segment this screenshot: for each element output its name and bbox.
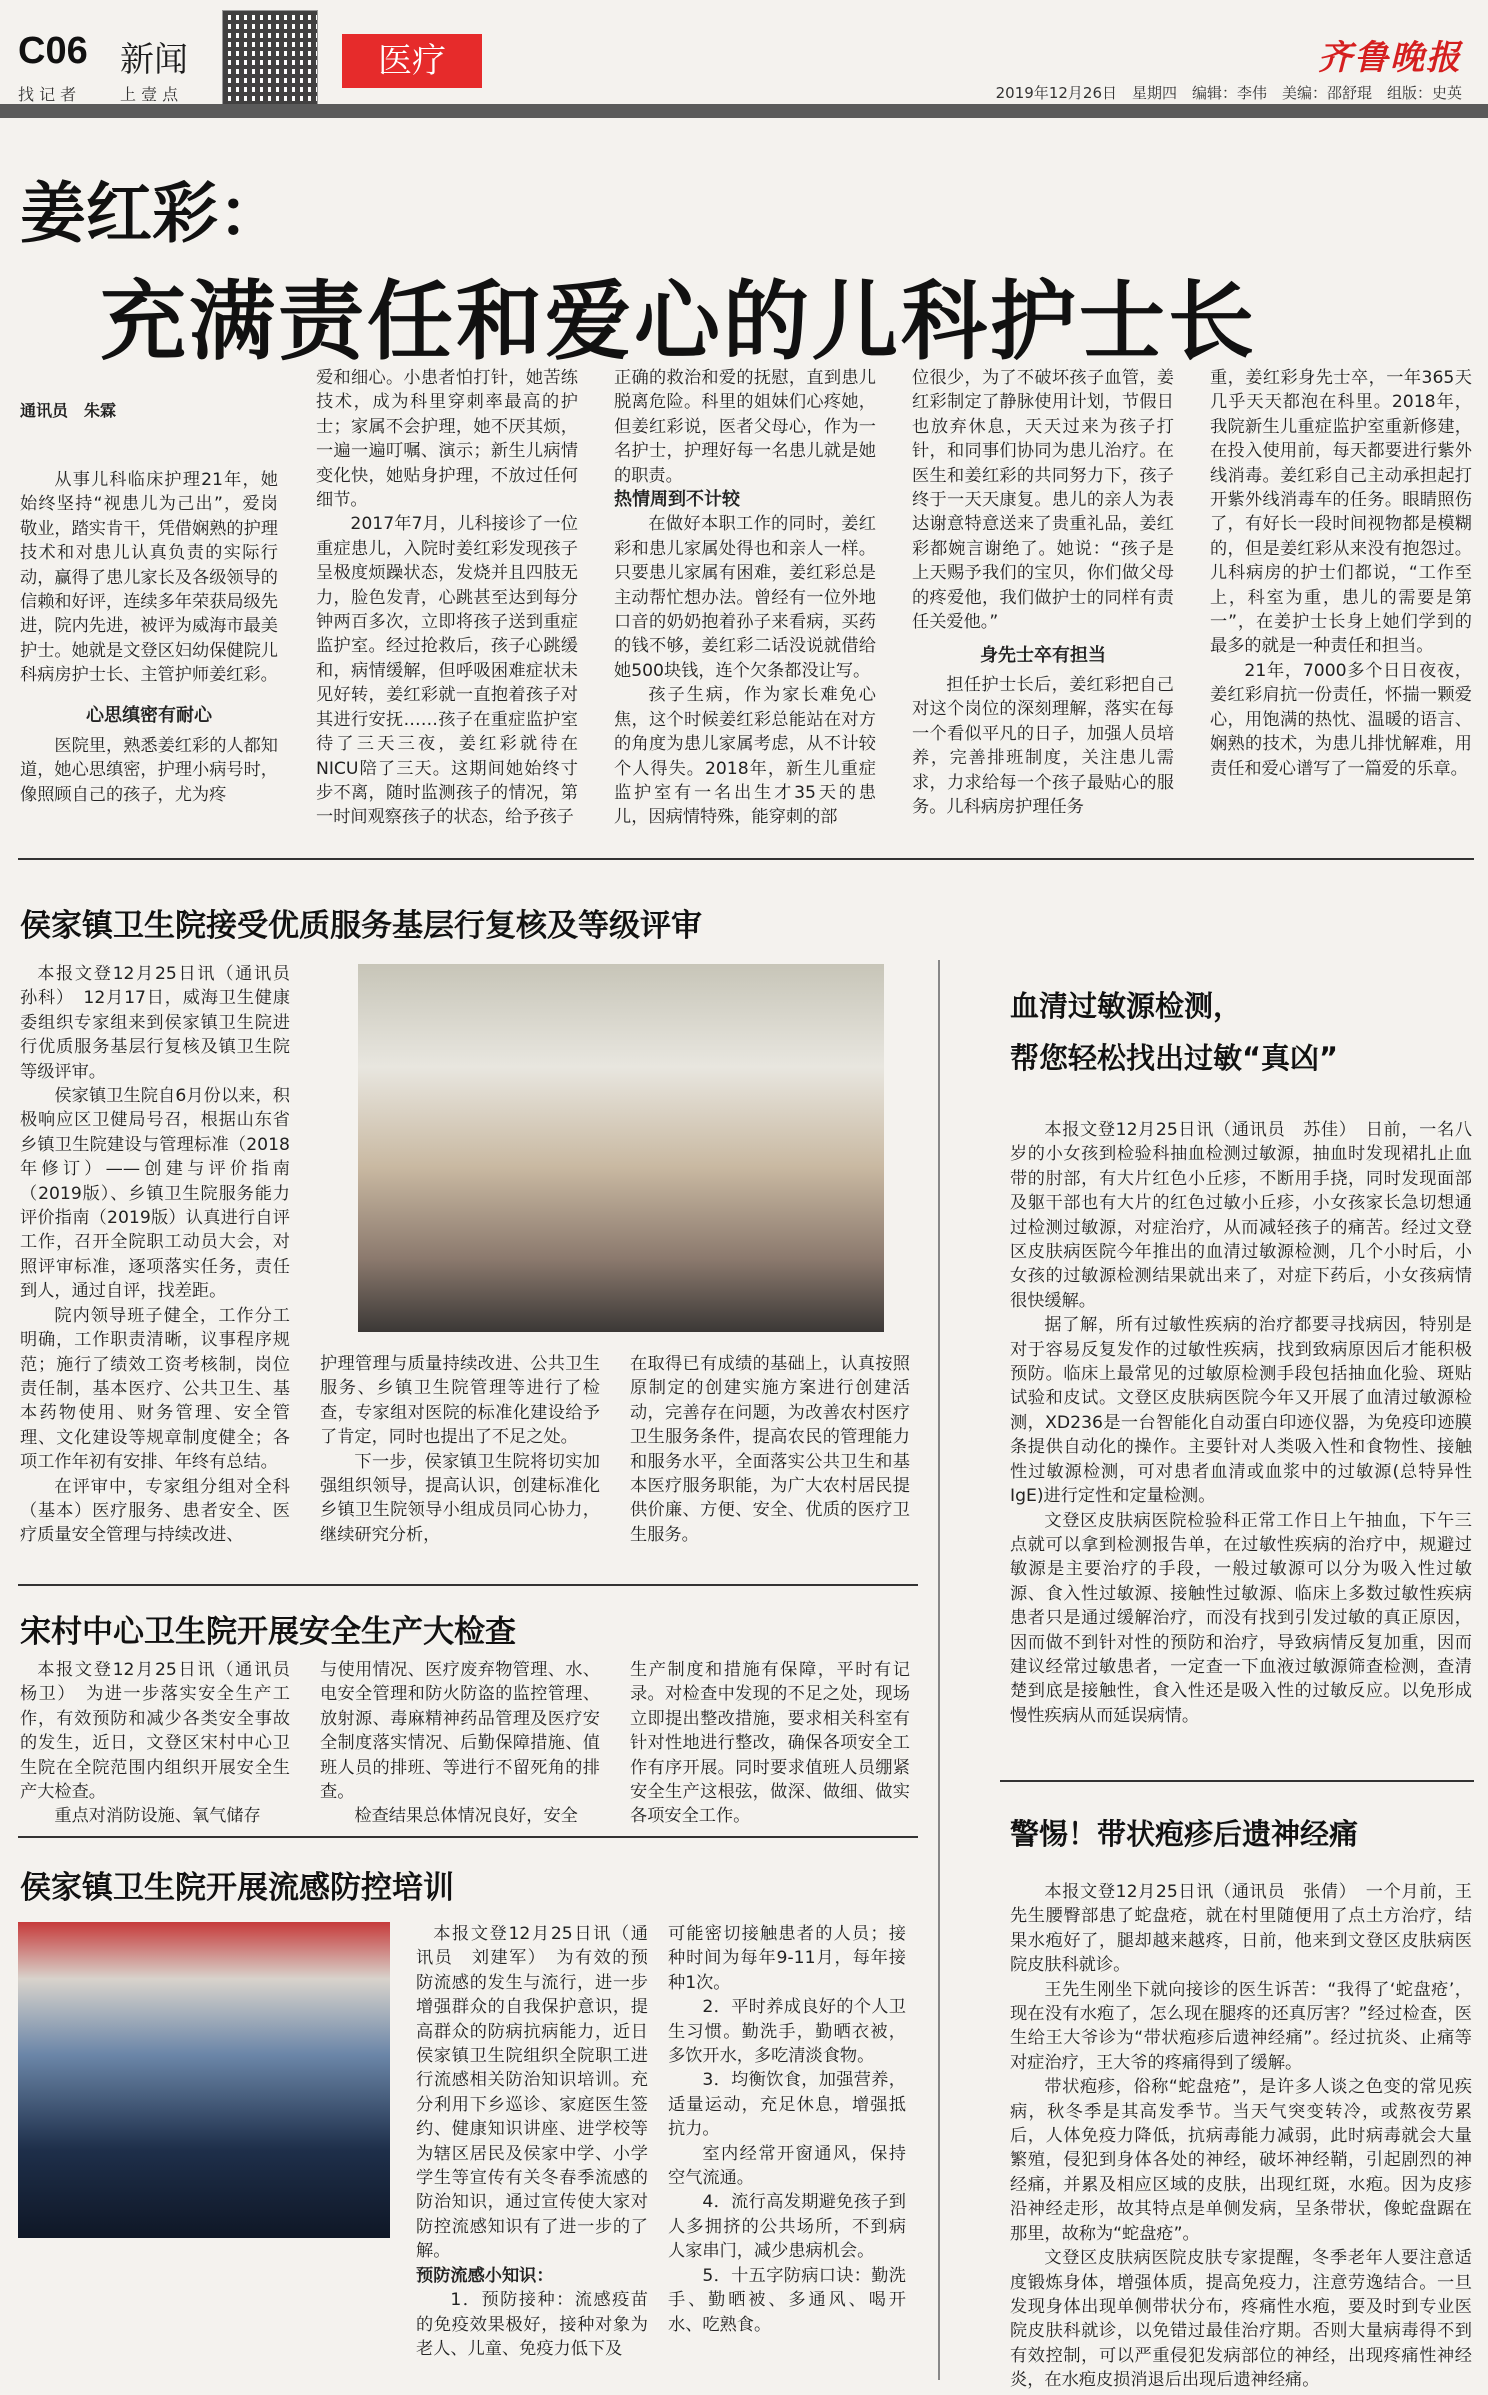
subheading: 心思缜密有耐心 <box>86 704 212 726</box>
sidebar1-headline-line2: 帮您轻松找出过敏“真凶” <box>1010 1041 1339 1075</box>
paragraph: 本报文登12月25日讯（通讯员 杨卫） 为进一步落实安全生产工作，有效预防和减少各类安全事故的发生，近日，文登区宋村中心卫生院在全院范围内组织开展安全生产大检查。 <box>20 1660 308 1803</box>
lead-headline-line2: 充满责任和爱心的儿科护士长 <box>100 271 1257 372</box>
qr-code-icon[interactable] <box>222 10 318 106</box>
paragraph: 担任护士长后，姜红彩把自己对这个岗位的深刻理解，落实在每一个看似平凡的日子，加强人员培养，完善排班制度，关注患儿需求，力求给每一个孩子最贴心的服务。儿科病房护理任务 <box>912 674 1174 817</box>
paragraph: 可能密切接触患者的人员；接种时间为每年9-11月，每年接种1次。 <box>668 1924 906 1993</box>
paragraph: 2017年7月，儿科接诊了一位重症患儿，入院时姜红彩发现孩子呈极度烦躁状态，发烧并且四肢无力，脸色发青，心跳甚至达到每分钟两百多次，立即将孩子送到重症监护室。经过抢救后，孩子心跳缓和，病情缓解，但呼吸困难症状未见好转，姜红彩就一直抱着孩子对其进行安抚……孩子在重症监护室待了三天三夜，姜红彩就待在NICU陪了三天。这期间她始终寸步不离，随时监测孩子的情况，第一时间观察孩子的状态，给予孩子 <box>316 514 578 828</box>
story2-column-1 <box>20 962 308 1572</box>
paragraph: 在取得已有成绩的基础上，认真按照原制定的创建实施方案进行创建活动，完善存在问题，为改善农村医疗卫生服务条件，提高农民的管理能力和服务水平，全面落实公共卫生和基本医疗服务职能，为广大农村居民提供价廉、方便、安全、优质的医疗卫生服务。 <box>630 1354 910 1545</box>
section-divider <box>18 1584 918 1586</box>
paragraph: 5．十五字防病口诀：勤洗手、勤晒被、多通风、喝开水、吃熟食。 <box>668 2265 906 2335</box>
lead-column-3 <box>614 366 876 842</box>
paragraph: 1．预防接种：流感疫苗的免疫效果极好，接种对象为老人、儿童、免疫力低下及 <box>416 2290 648 2359</box>
column-divider <box>938 960 940 2380</box>
paragraph: 王先生刚坐下就向接诊的医生诉苦：“我得了‘蛇盘疮’，现在没有水疱了，怎么现在腿疼的还真厉害？”经过检查，医生给王大爷诊为“带状疱疹后遗神经痛”。经过抗炎、止痛等对症治疗，王大爷的疼痛得到了缓解。 <box>1010 1979 1472 2073</box>
lead-column-2 <box>316 366 578 842</box>
sidebar1-body <box>1010 1118 1472 1726</box>
story2-column-2 <box>320 1352 600 1572</box>
paragraph: 4．流行高发期避免孩子到人多拥挤的公共场所，不到病人家串门，减少患病机会。 <box>668 2192 906 2262</box>
paragraph: 本报文登12月25日讯（通讯员 张倩） 一个月前，王先生腰臀部患了蛇盘疮，就在村里随便用了点土方治疗，结果水疱好了，腿却越来越疼，日前，他来到文登区皮肤病医院皮肤科就诊。 <box>1010 1882 1472 1976</box>
paragraph: 护理管理与质量持续改进、公共卫生服务、乡镇卫生院管理等进行了检查，专家组对医院的标准化建设给予了肯定，同时也提出了不足之处。 <box>320 1354 600 1448</box>
paragraph: 3．均衡饮食，加强营养，适量运动，充足休息，增强抵抗力。 <box>668 2070 906 2140</box>
lead-column-1 <box>20 468 278 848</box>
subheading: 热情周到不计较 <box>614 489 740 511</box>
story3-column-1 <box>20 1658 308 1827</box>
paragraph: 与使用情况、医疗废弃物管理、水、电安全管理和防火防盗的监控管理、放射源、毒麻精神药品管理及医疗安全制度落实情况、后勤保障措施、值班人员的排班、等进行不留死角的排查。 <box>320 1660 600 1803</box>
paragraph: 院内领导班子健全，工作分工明确，工作职责清晰，议事程序规范；施行了绩效工资考核制，岗位责任制，基本医疗、公共卫生、基本药物使用、财务管理、安全管理、文化建设等规章制度健全；各项工作年初有安排、年终有总结。 <box>20 1305 290 1473</box>
lead-byline: 通讯员 朱霖 <box>20 401 117 420</box>
paragraph: 本报文登12月25日讯（通讯员 孙科） 12月17日，威海卫生健康委组织专家组来到侯家镇卫生院进行优质服务基层行复核及镇卫生院等级评审。 <box>20 964 308 1082</box>
subheading: 身先士卒有担当 <box>980 645 1106 667</box>
sidebar2-body <box>1010 1880 1472 2391</box>
story3-headline: 宋村中心卫生院开展安全生产大检查 <box>20 1614 516 1650</box>
paragraph: 位很少，为了不破坏孩子血管，姜红彩制定了静脉使用计划，节假日也放弃休息，天天过来为孩子打针，和同事们协同为患儿治疗。在医生和姜红彩的共同努力下，孩子终于一天天康复。患儿的亲人为表达谢意特意送来了贵重礼品，姜红彩都婉言谢绝了。她说：“孩子是上天赐予我们的宝贝，你们做父母的疼爱他，我们做护士的同样有责任关爱他。” <box>912 368 1174 633</box>
paragraph: 带状疱疹，俗称“蛇盘疮”，是许多人谈之色变的常见疾病，秋冬季是其高发季节。当天气突变转冷，或熬夜劳累后，人体免疫力降低，抗病毒能力减弱，此时病毒就会大量繁殖，侵犯到身体各处的神经，破坏神经鞘，引起剧烈的神经痛，并累及相应区域的皮肤，出现红斑，水疱。因为皮疹沿神经走形，故其特点是单侧发病，呈条带状，像蛇盘踞在那里，故称为“蛇盘疮”。 <box>1010 2077 1472 2244</box>
subheading: 预防流感小知识： <box>416 2265 554 2286</box>
story2-column-3 <box>630 1352 910 1572</box>
paragraph: 医院里，熟悉姜红彩的人都知道，她心思缜密，护理小病号时，像照顾自己的孩子，尤为疼 <box>20 736 278 805</box>
dateline: 2019年12月26日 星期四 编辑：李伟 美编：邵舒琨 组版：史英 <box>995 84 1462 102</box>
sidebar2-headline: 警惕！带状疱疹后遗神经痛 <box>1010 1817 1359 1851</box>
paragraph: 21年，7000多个日日夜夜，姜红彩肩抗一份责任，怀揣一颗爱心，用饱满的热忱、温暖的语言、娴熟的技术，为患儿排忧解难，用责任和爱心谱写了一篇爱的乐章。 <box>1210 660 1472 779</box>
top-rule <box>0 104 1488 118</box>
paragraph: 孩子生病，作为家长难免心焦，这个时候姜红彩总能站在对方的角度为患儿家属考虑，从不计较个人得失。2018年，新生儿重症监护室有一名出生才35天的患儿，因病情特殊，能穿刺的部 <box>614 685 876 828</box>
paragraph: 下一步，侯家镇卫生院将切实加强组织领导，提高认识，创建标准化乡镇卫生院领导小组成员同心协力，继续研究分析， <box>320 1451 600 1545</box>
paragraph: 2．平时养成良好的个人卫生习惯。勤洗手，勤晒衣被，多饮开水，多吃清淡食物。 <box>668 1997 906 2067</box>
section-divider <box>1000 1780 1474 1782</box>
section-divider <box>18 1836 918 1838</box>
paragraph: 文登区皮肤病医院检验科正常工作日上午抽血，下午三点就可以拿到检测报告单，在过敏性疾病的治疗中，规避过敏源是主要治疗的手段，一般过敏源可以分为吸入性过敏源、食入性过敏源、接触性过敏源、临床上多数过敏性疾病患者只是通过缓解治疗，而没有找到引发过敏的真正原因，因而做不到针对性的预防和治疗，导致病情反复加重，因而建议经常过敏患者，一定查一下血液过敏源筛查检测，查清楚到底是接触性，食入性还是吸入性的过敏反应。以免形成慢性疾病从而延误病情。 <box>1010 1510 1472 1726</box>
story2-headline: 侯家镇卫生院接受优质服务基层行复核及等级评审 <box>20 908 702 944</box>
paragraph: 重点对消防设施、氧气储存 <box>54 1806 261 1827</box>
story3-column-2 <box>320 1658 600 1827</box>
paragraph: 据了解，所有过敏性疾病的治疗都要寻找病因，特别是对于容易反复发作的过敏性疾病，找到致病原因后才能积极预防。临床上最常见的过敏原检测手段包括抽血化验、斑贴试验和皮试。文登区皮肤病医院今年又开展了血清过敏源检测，XD236是一台智能化自动蛋白印迹仪器，为免疫印迹膜条提供自动化的操作。主要针对人类吸入性和食物性、接触性过敏源检测，可对患者血清或血浆中的过敏源(总特异性IgE)进行定性和定量检测。 <box>1010 1315 1472 1507</box>
paragraph: 正确的救治和爱的抚慰，直到患儿脱离危险。科里的姐妹们心疼她，但姜红彩说，医者父母心，作为一名护士，护理好每一名患儿就是她的职责。 <box>614 368 876 486</box>
newspaper-logo: 齐鲁晚报 <box>1318 38 1462 78</box>
paragraph: 爱和细心。小患者怕打针，她苦练技术，成为科里穿刺率最高的护士；家属不会护理，她不厌其烦，一遍一遍叮嘱、演示；新生儿病情变化快，她贴身护理，不放过任何细节。 <box>316 368 578 511</box>
lead-headline-line1: 姜红彩： <box>20 174 284 252</box>
page-number: C06 <box>18 30 88 72</box>
paragraph: 从事儿科临床护理21年，她始终坚持“视患儿为己出”，爱岗敬业，踏实肯干，凭借娴熟的护理技术和对患儿认真负责的实际行动，赢得了患儿家长及各级领导的信赖和好评，连续多年荣获局级先进，院内先进，被评为威海市最美护士。她就是文登区妇幼保健院儿科病房护士长、主管护师姜红彩。 <box>20 470 278 686</box>
story4-column-1 <box>416 1922 648 2384</box>
contact-label-2: 上 壹 点 <box>120 85 179 104</box>
paragraph: 文登区皮肤病医院皮肤专家提醒，冬季老年人要注意适度锻炼身体，增强体质，提高免疫力，注意劳逸结合。一旦发现身体出现单侧带状分布，疼痛性水疱，要及时到专业医院皮肤科就诊，以免错过最佳治疗期。否则大量病毒得不到有效控制，可以严重侵犯发病部位的神经，出现疼痛性神经炎，在水疱皮损消退后出现后遗神经痛。 <box>1010 2248 1472 2391</box>
story4-column-2 <box>668 1922 906 2384</box>
paragraph: 在做好本职工作的同时，姜红彩和患儿家属处得也和亲人一样。只要患儿家属有困难，姜红彩总是主动帮忙想办法。曾经有一位外地口音的奶奶抱着孙子来看病，买药的钱不够，姜红彩二话没说就借给她500块钱，连个欠条都没让写。 <box>614 514 876 681</box>
paragraph: 室内经常开窗通风，保持空气流通。 <box>668 2143 906 2189</box>
story3-column-3 <box>630 1658 910 1827</box>
lead-column-5 <box>1210 366 1472 842</box>
paragraph: 生产制度和措施有保障，平时有记录。对检查中发现的不足之处，现场立即提出整改措施，要求相关科室有针对性地进行整改，确保各项安全工作有序开展。同时要求值班人员绷紧安全生产这根弦，做深、做细、做实各项安全工作。 <box>630 1660 910 1827</box>
contact-label-1: 找 记 者 <box>18 85 77 104</box>
story4-headline: 侯家镇卫生院开展流感防控培训 <box>20 1870 454 1906</box>
paragraph: 本报文登12月25日讯（通讯员 刘建军） 为有效的预防流感的发生与流行，进一步增强群众的自我保护意识，提高群众的防病抗病能力，近日侯家镇卫生院组织全院职工进行流感相关防治知识培训。充分利用下乡巡诊、家庭医生签约、健康知识讲座、进学校等为辖区居民及侯家中学、小学学生等宣传有关冬春季流感的防治知识，通过宣传使大家对防控流感知识有了进一步的了解。 <box>416 1924 648 2262</box>
paragraph: 检查结果总体情况良好，安全 <box>354 1806 578 1827</box>
lead-column-4 <box>912 366 1174 842</box>
paragraph: 侯家镇卫生院自6月份以来，积极响应区卫健局号召，根据山东省乡镇卫生院建设与管理标准（2018年修订）——创建与评价指南（2019版）、乡镇卫生院服务能力评价指南（2019版）认真进行自评工作，召开全院职工动员大会，对照评审标准，逐项落实任务，责任到人，通过自评，找差距。 <box>20 1086 290 1302</box>
meeting-photo <box>358 964 884 1332</box>
training-photo <box>18 1922 390 2238</box>
section-tag: 医疗 <box>342 34 482 88</box>
sidebar1-headline-line1: 血清过敏源检测， <box>1010 989 1243 1023</box>
paragraph: 本报文登12月25日讯（通讯员 苏佳） 日前，一名八岁的小女孩到检验科抽血检测过敏源，抽血时发现裙扎止血带的肘部，有大片红色小丘疹，不断用手挠，同时发现面部及躯干部也有大片的红色过敏小丘疹，小女孩家长急切想通过检测过敏源，对症治疗，从而减轻孩子的痛苦。经过文登区皮肤病医院今年推出的血清过敏源检测，几个小时后，小女孩的过敏源检测结果就出来了，对症下药后，小女孩病情很快缓解。 <box>1010 1120 1472 1311</box>
section-name: 新闻 <box>120 40 188 80</box>
paragraph: 在评审中，专家组分组对全科（基本）医疗服务、患者安全、医疗质量安全管理与持续改进、 <box>20 1476 290 1546</box>
section-divider <box>18 858 1474 860</box>
paragraph: 重，姜红彩身先士卒，一年365天几乎天天都泡在科里。2018年，我院新生儿重症监护室重新修建，在投入使用前，每天都要进行紫外线消毒。姜红彩自己主动承担起打开紫外线消毒车的任务。眼睛照伤了，有好长一段时间视物都是模糊的，但是姜红彩从来没有抱怨过。儿科病房的护士们都说，“工作至上，科室为重，患儿的需要是第一”，在姜护士长身上她们学到的最多的就是一种责任和担当。 <box>1210 368 1472 657</box>
